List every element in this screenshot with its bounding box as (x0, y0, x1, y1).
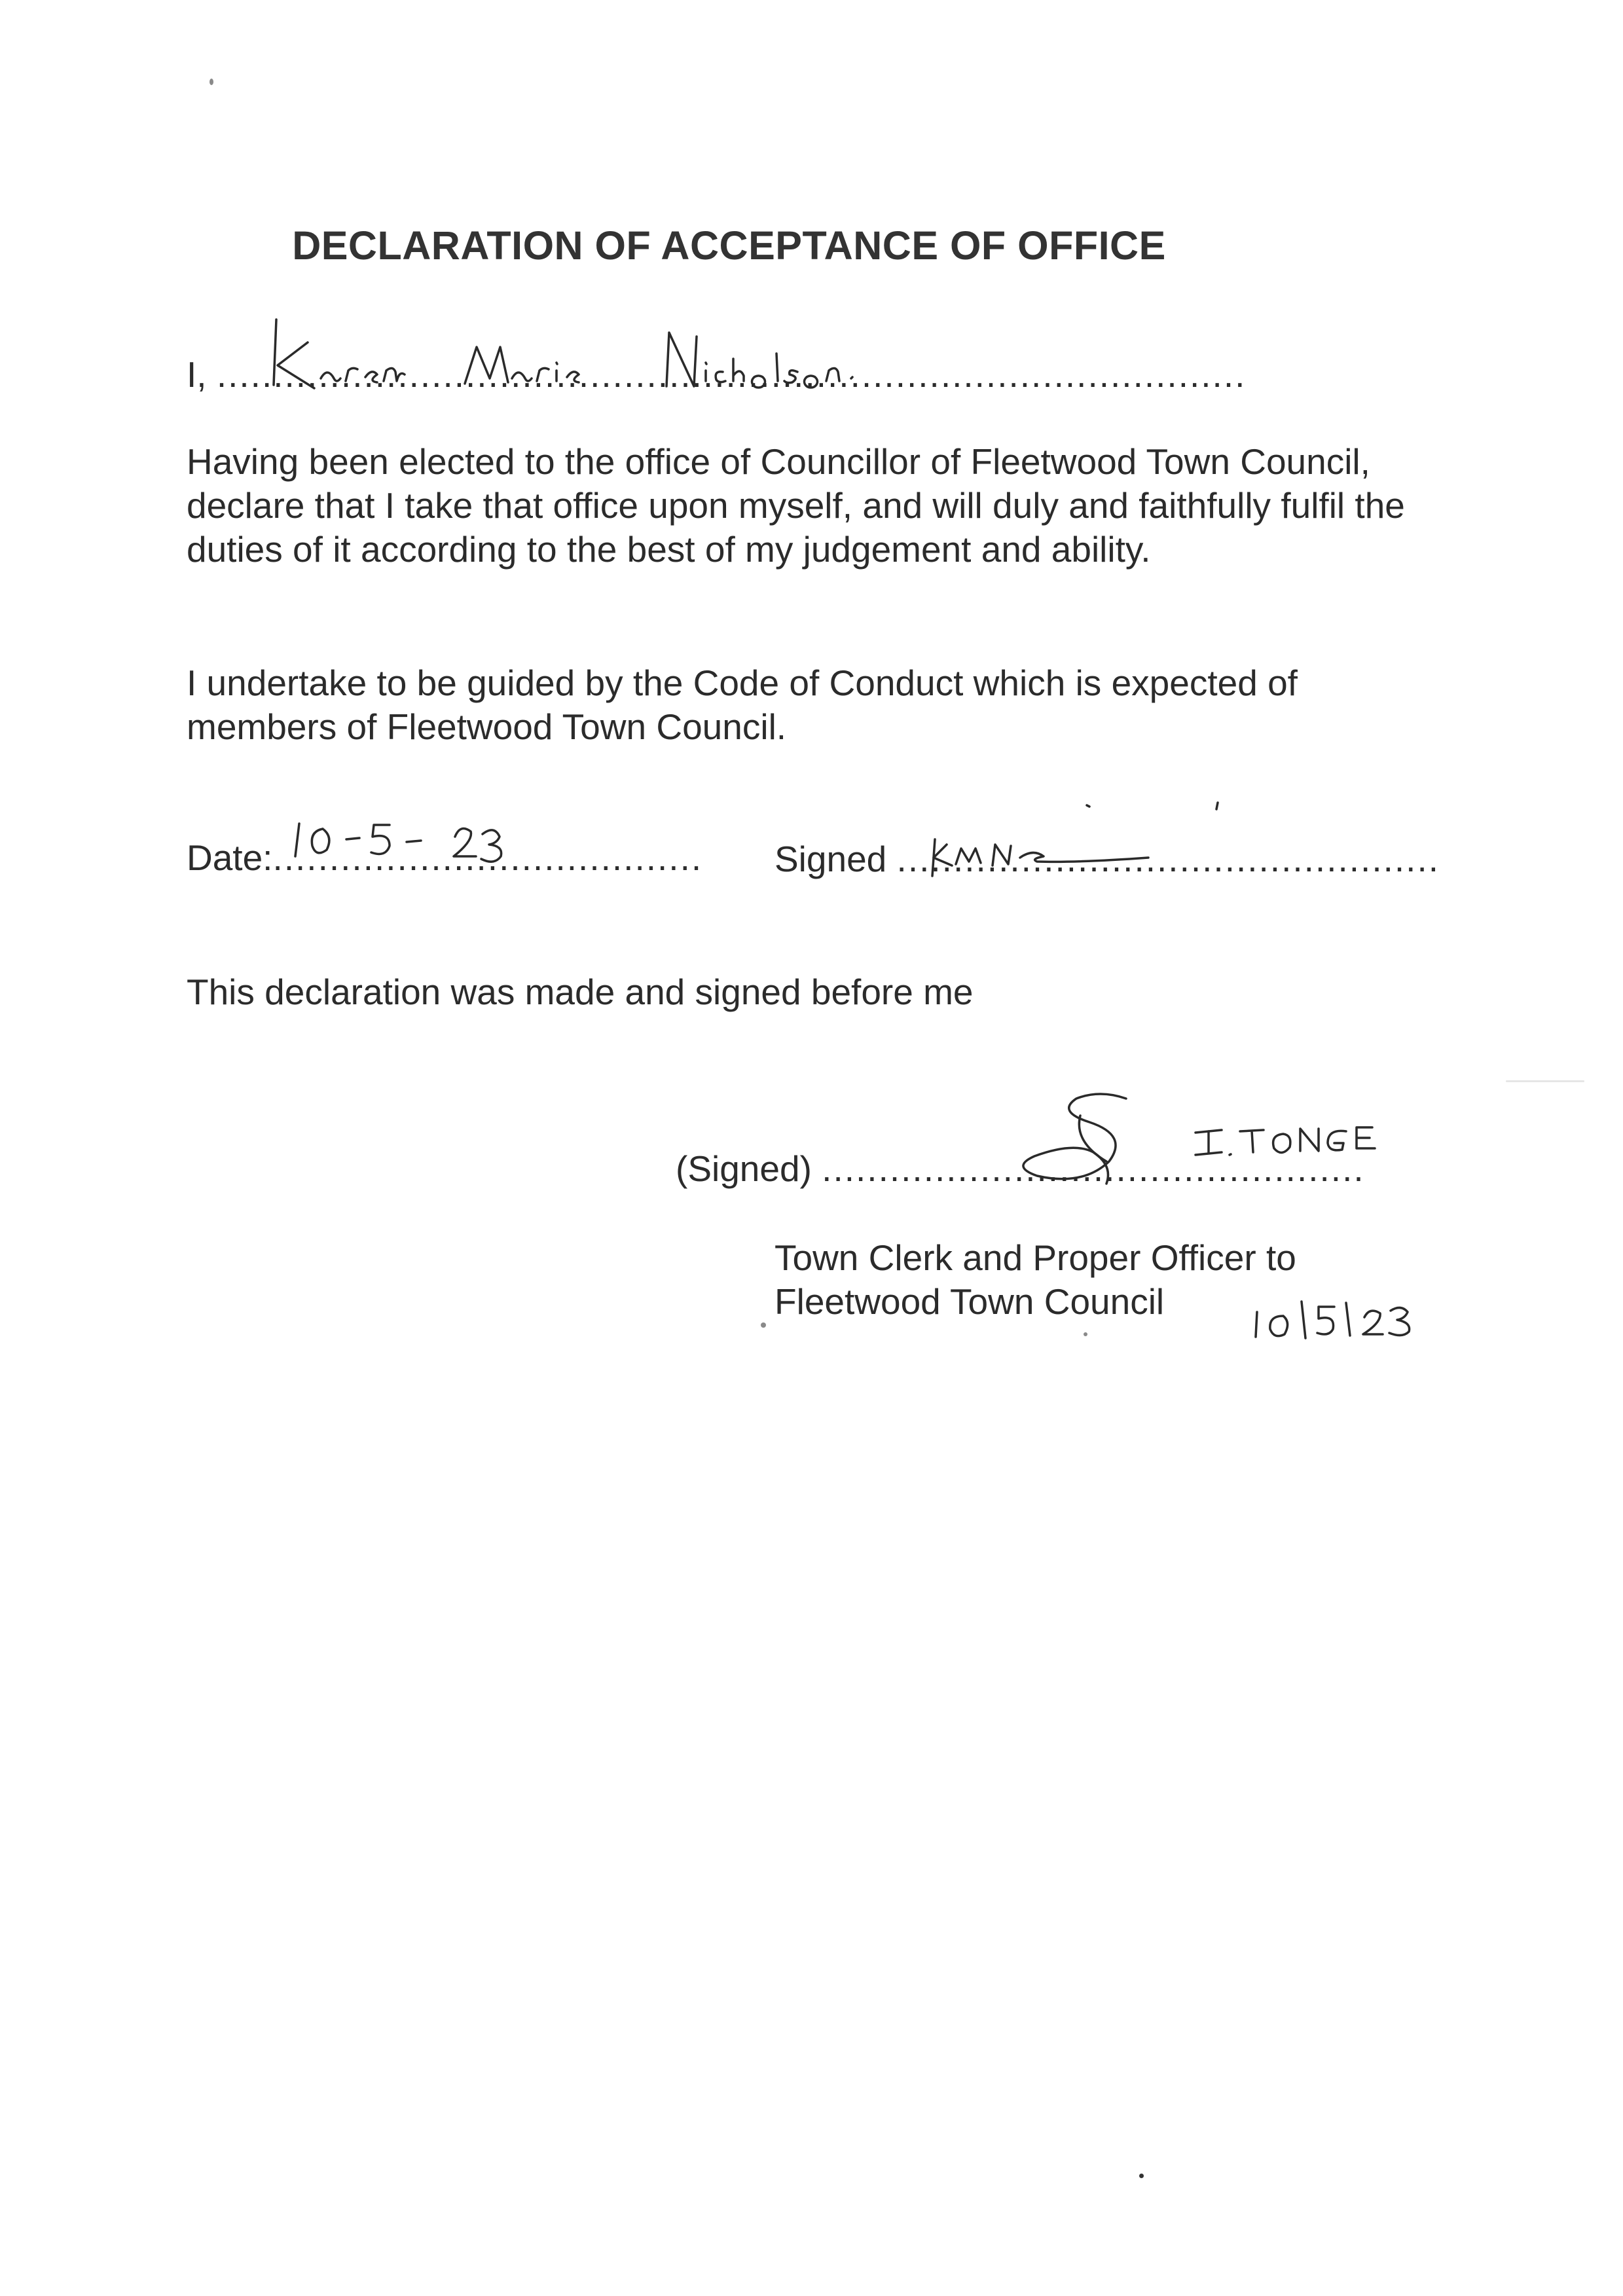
date-dots: ...................................... (272, 837, 703, 878)
clerk-title-line-1: Town Clerk and Proper Officer to (775, 1237, 1296, 1278)
scan-speck (1084, 1332, 1087, 1336)
clerk-signed-line (676, 1148, 1365, 1190)
signed-dots: ................................................ (896, 839, 1440, 879)
signed-label: Signed (775, 839, 897, 879)
declarant-line (187, 354, 1246, 395)
declarant-dots: ........................................................................................... (216, 354, 1247, 395)
code-of-conduct-paragraph: I undertake to be guided by the Code of Conduct which is expected of members of Fleetwood Town Council. (187, 663, 1298, 747)
scan-speck (761, 1322, 766, 1328)
clerk-title-line-2: Fleetwood Town Council (775, 1281, 1165, 1322)
scan-speck (210, 79, 213, 85)
document-title: DECLARATION OF ACCEPTANCE OF OFFICE (292, 223, 1166, 268)
clerk-signed-dots: ................................................ (822, 1148, 1365, 1189)
date-line (187, 837, 702, 879)
declarant-prefix: I, (187, 354, 217, 395)
acceptance-paragraph: Having been elected to the office of Councillor of Fleetwood Town Council, declare that I take that office upon myself, and will duly and faithfully fulfil the duties of it according to the best of my judgement and ability. (187, 441, 1405, 570)
signed-line (775, 838, 1440, 880)
scan-speck (1139, 2174, 1144, 2178)
scan-speck (1506, 1080, 1584, 1082)
date-label: Date: (187, 837, 273, 878)
made-signed-statement: This declaration was made and signed before me (187, 972, 974, 1012)
clerk-signed-label: (Signed) (676, 1148, 822, 1189)
clerk-title (775, 1236, 1364, 1324)
